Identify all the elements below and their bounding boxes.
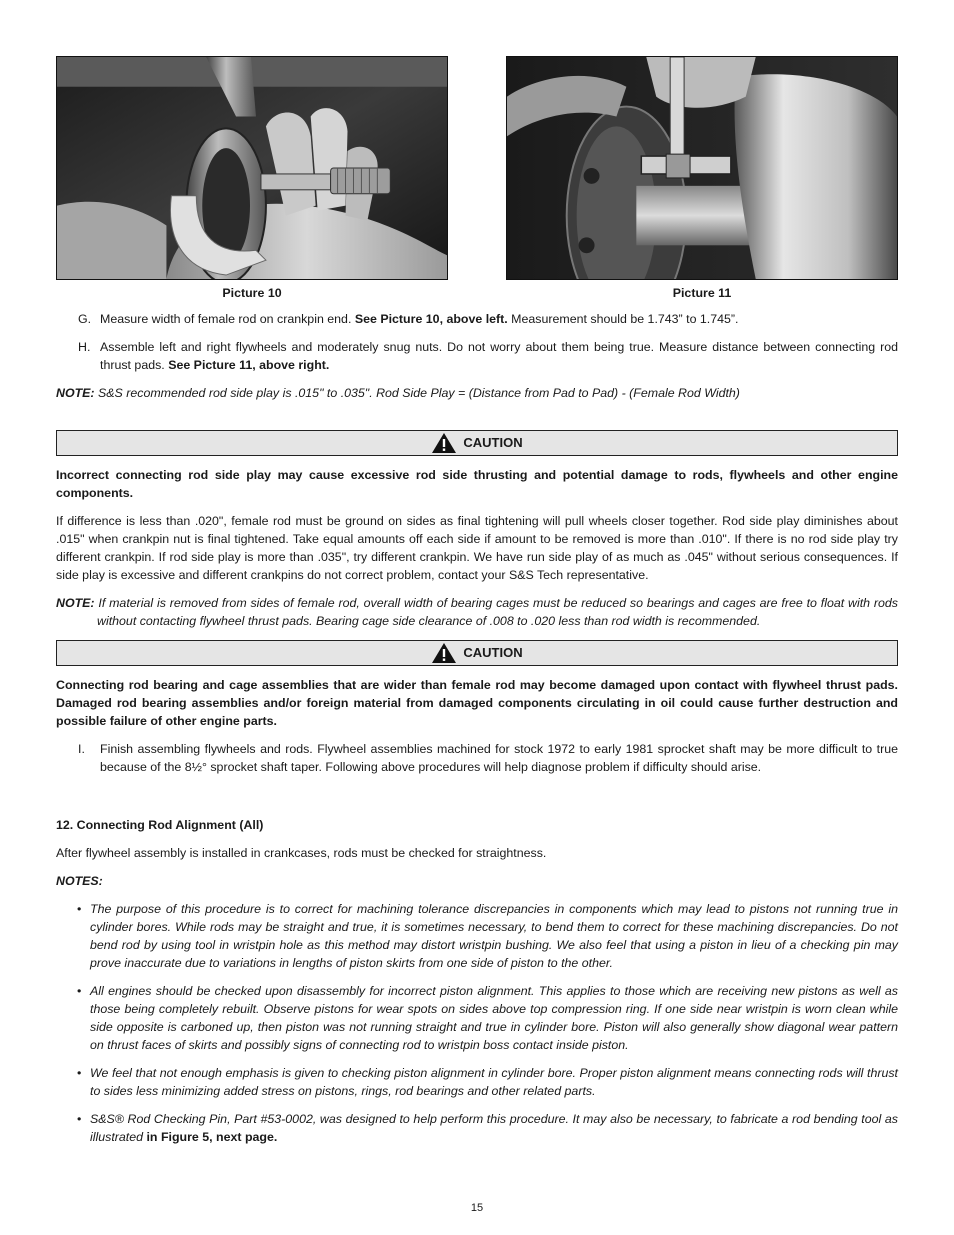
list-item: [56, 900, 898, 972]
step-i: [56, 740, 898, 776]
note-text: If material is removed from sides of female rod, overall width of bearing cages must be reduced so bearings and cages are free to float with rods without contacting flywheel thrust pads. Bearing cage side clearance of .008 to .020 less than rod width is recommended.: [94, 596, 898, 628]
step-g: [56, 310, 898, 328]
bullet-marker: •: [77, 1066, 82, 1080]
notes-label: NOTES:: [56, 874, 103, 888]
step-reference: See Picture 11, above right.: [168, 358, 330, 372]
list-item-text: All engines should be checked upon disassembly for incorrect piston alignment. This applies to those which are receiving new pistons as well as those being completely rebuilt. Observe pistons for wear spots on sides above top compression ring. If one side near wristpin is worn clean while side opposite is carboned up, then piston was not running straight and true in cylinder bore. Piston will also generally show diagonal wear pattern on thrust faces of skirts and possibly signs of connecting rod to wristpin boss contact inside piston.: [90, 984, 898, 1052]
step-marker: I.: [78, 742, 85, 756]
list-item-text: S&S® Rod Checking Pin, Part #53-0002, was designed to help perform this procedure. It may also be necessary, to fabricate a rod bending tool as illustrated: [90, 1112, 898, 1144]
step-text: Finish assembling flywheels and rods. Flywheel assemblies machined for stock 1972 to early 1981 sprocket shaft may be more difficult to true because of the 8½° sprocket shaft taper. Following above procedures will help diagnose problem if difficulty should arise.: [100, 742, 898, 774]
micrometer-rod-image: [57, 57, 447, 279]
note-label: NOTE:: [56, 596, 95, 610]
caution-label: CAUTION: [463, 435, 523, 450]
side-play-paragraph: If difference is less than .020", female rod must be ground on sides as final tightening will pull wheels closer together. Rod side play diminishes about .015" when crankpin nut is final tightened. Take equal amounts off each side if amount to be removed is more than .010". If there is no rod side play try different crankpin. If rod side play is more than .035", try different crankpin. We have run side play of as much as .045" without serious consequences. If side play is excessive and different crankpins do not correct problem, contact your S&S Tech representative.: [56, 514, 898, 582]
caution-banner: [56, 430, 898, 456]
caution-text: Incorrect connecting rod side play may cause excessive rod side thrusting and potential damage to rods, flywheels and other engine components.: [56, 468, 898, 500]
flywheel-gauge-image: [507, 57, 897, 279]
bullet-marker: •: [77, 1112, 82, 1126]
section-intro: After flywheel assembly is installed in crankcases, rods must be checked for straightness.: [56, 846, 547, 860]
list-item-text: We feel that not enough emphasis is given to checking piston alignment in cylinder bore. Proper piston alignment means connecting rods will thrust to sides less minimizing added stress on pistons, rings, rod bearings and other related parts.: [90, 1066, 898, 1098]
list-item: [56, 1110, 898, 1146]
warning-triangle-icon: [431, 432, 457, 454]
notes-list: [56, 900, 898, 1146]
bullet-marker: •: [77, 984, 82, 998]
note-text: S&S recommended rod side play is .015" to .035". Rod Side Play = (Distance from Pad to Pad) - (Female Rod Width): [94, 386, 740, 400]
figure-reference: in Figure 5, next page.: [146, 1130, 278, 1144]
step-text: Measure width of female rod on crankpin end.: [100, 312, 355, 326]
step-h: [56, 338, 898, 374]
warning-triangle-icon: [431, 642, 457, 664]
page-number: 15: [470, 1202, 484, 1214]
list-item-text: The purpose of this procedure is to correct for machining tolerance discrepancies in components which may lead to pistons not running true in cylinder bores. While rods may be straight and true, it is sometimes necessary, to bend them to correct for these machining discrepancies. Do not bend rod by using tool in wristpin hole as this method may distort wristpin bushing. We also feel that using a piston in lieu of a checking pin may prove inaccurate due to variations in lengths of piston skirts from one side of piston to the other.: [90, 902, 898, 970]
note-bearing-cage: [56, 594, 898, 630]
picture-10-caption: Picture 10: [222, 286, 282, 300]
section-heading: 12. Connecting Rod Alignment (All): [56, 818, 264, 832]
step-text: Measurement should be 1.743” to 1.745”.: [507, 312, 739, 326]
picture-10-photo: [56, 56, 448, 280]
content-flow: [56, 310, 898, 1156]
step-marker: G.: [78, 312, 92, 326]
note-label: NOTE:: [56, 386, 95, 400]
step-text: Assemble left and right flywheels and moderately snug nuts. Do not worry about them being true. Measure distance between connecting rod thrust pads.: [100, 340, 898, 372]
caution-banner: [56, 640, 898, 666]
picture-11-caption: Picture 11: [672, 286, 732, 300]
note-side-play: [56, 384, 898, 402]
step-marker: H.: [78, 340, 91, 354]
step-reference: See Picture 10, above left.: [354, 312, 508, 326]
bullet-marker: •: [77, 902, 82, 916]
caution-label: CAUTION: [463, 645, 523, 660]
list-item: [56, 1064, 898, 1100]
caution-text: Connecting rod bearing and cage assemblies that are wider than female rod may become damaged upon contact with flywheel thrust pads. Damaged rod bearing assemblies and/or foreign material from damaged components circulating in oil could cause further destruction and possible failure of other engine parts.: [56, 678, 898, 728]
picture-11-photo: [506, 56, 898, 280]
list-item: [56, 982, 898, 1054]
